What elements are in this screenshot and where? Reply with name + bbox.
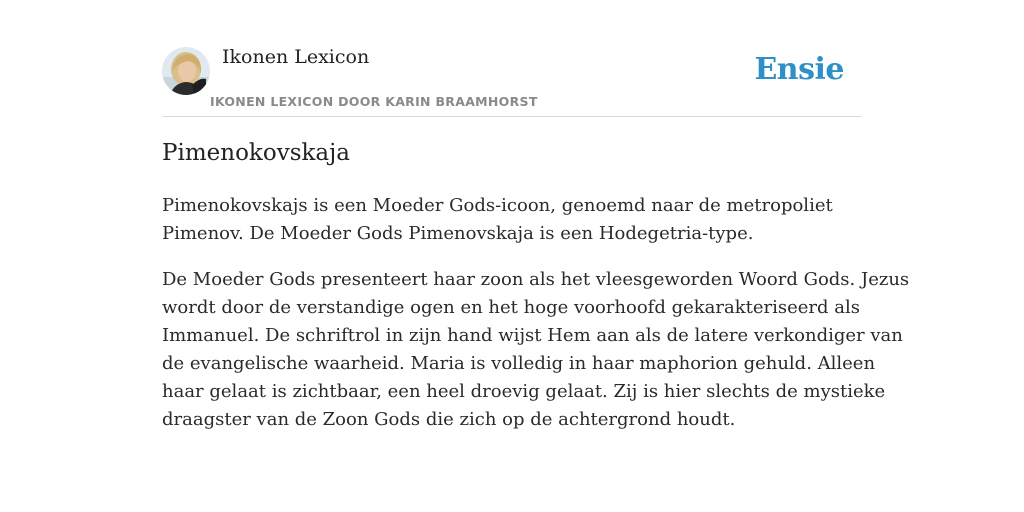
- author-name[interactable]: Ikonen Lexicon: [222, 46, 370, 68]
- author-avatar[interactable]: [162, 47, 210, 95]
- text-line: Pimenokovskajs is een Moeder Gods-icoon, genoemd naar de metropoliet: [162, 195, 833, 216]
- paragraph: [162, 192, 862, 248]
- article-body: [162, 192, 910, 452]
- text-line: de evangelische waarheid. Maria is volledig in haar maphorion gehuld. Alleen: [162, 353, 876, 374]
- article-title: Pimenokovskaja: [162, 140, 350, 166]
- text-line: De Moeder Gods presenteert haar zoon als het vleesgeworden Woord Gods. Jezus: [162, 269, 910, 290]
- text-line: haar gelaat is zichtbaar, een heel droevig gelaat. Zij is hier slechts de mystieke: [162, 381, 886, 402]
- text-line: Immanuel. De schriftrol in zijn hand wijst Hem aan als de latere verkondiger van: [162, 325, 903, 346]
- person-avatar-icon: [162, 47, 210, 95]
- paragraph: [162, 266, 910, 434]
- text-line: Pimenov. De Moeder Gods Pimenovskaja is een Hodegetria-type.: [162, 223, 754, 244]
- byline: IKONEN LEXICON DOOR KARIN BRAAMHORST: [210, 94, 538, 109]
- header: [162, 0, 862, 117]
- brand-logo[interactable]: Ensie: [754, 52, 844, 87]
- text-line: draagster van de Zoon Gods die zich op de achtergrond houdt.: [162, 409, 736, 430]
- text-line: wordt door de verstandige ogen en het hoge voorhoofd gekarakteriseerd als: [162, 297, 861, 318]
